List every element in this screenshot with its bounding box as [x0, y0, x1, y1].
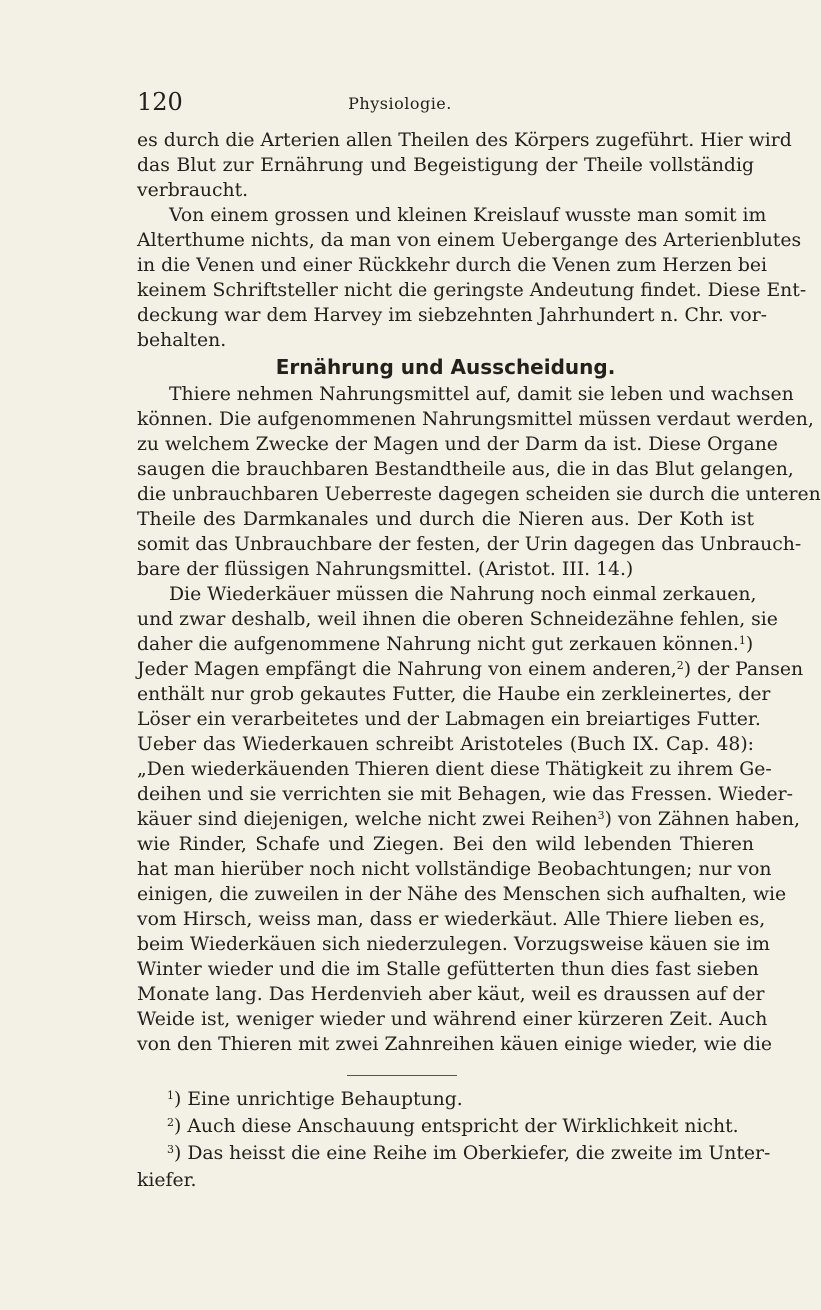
text-fragment: käuer sind diejenigen, welche nicht zwei Reihen — [137, 809, 598, 830]
text-line: Monate lang. Das Herdenvieh aber käut, weil es draussen auf der — [137, 984, 765, 1005]
text-line: in die Venen und einer Rückkehr durch die Venen zum Herzen bei — [137, 255, 768, 276]
text-line: bare der flüssigen Nahrungsmittel. (Aristot. III. 14.) — [137, 559, 634, 580]
text-fragment: Jeder Magen empfängt die Nahrung von einem anderen, — [137, 659, 677, 680]
main-text — [137, 128, 821, 1194]
text-line: Theile des Darmkanales und durch die Nieren aus. Der Koth ist — [137, 509, 754, 530]
text-fragment: der Pansen — [691, 659, 804, 680]
text-line: behalten. — [137, 330, 227, 351]
text-line: Löser ein verarbeitetes und der Labmagen ein breiartiges Futter. — [137, 709, 761, 730]
text-line: Winter wieder und die im Stalle gefütterten thun dies fast sieben — [137, 959, 759, 980]
text-line: es durch die Arterien allen Theilen des Körpers zugeführt. Hier wird — [137, 130, 792, 151]
text-line: Die Wiederkäuer müssen die Nahrung noch einmal zerkauen, — [169, 584, 757, 605]
text-line: und zwar deshalb, weil ihnen die oberen Schneidezähne fehlen, sie — [137, 609, 778, 630]
text-fragment: daher die aufgenommene Nahrung nicht gut zerkauen können. — [137, 634, 739, 655]
footnote: $^3$) Das heisst die eine Reihe im Oberkiefer, die zweite im Unter- — [167, 1143, 771, 1164]
text-line: vom Hirsch, weiss man, dass er wiederkäut. Alle Thiere lieben es, — [137, 909, 766, 930]
footnote-marker: 3 — [167, 1143, 174, 1156]
section-heading: Ernährung und Ausscheidung. — [275, 355, 616, 379]
footnote-continuation: kiefer. — [137, 1170, 197, 1191]
text-line: die unbrauchbaren Ueberreste dagegen scheiden sie durch die unteren — [137, 484, 821, 505]
text-fragment: von Zähnen haben, — [611, 809, 800, 830]
footnote-reference[interactable]: 2 — [676, 659, 684, 672]
text-line: saugen die brauchbaren Bestandtheile aus, die in das Blut gelangen, — [137, 459, 794, 480]
text-line: somit das Unbrauchbare der festen, der Urin dagegen das Unbrauch- — [137, 534, 802, 555]
text-line: Von einem grossen und kleinen Kreislauf wusste man somit im — [169, 205, 767, 226]
footnote-marker: 1 — [167, 1089, 174, 1102]
running-head: Physiologie. — [348, 94, 452, 113]
text-line: Jeder Magen empfängt die Nahrung von einem anderen,$^2$) der Pansen — [137, 659, 804, 680]
text-line: enthält nur grob gekautes Futter, die Haube ein zerkleinertes, der — [137, 684, 771, 705]
page-header — [0, 88, 800, 118]
text-line: „Den wiederkäuenden Thieren dient diese Thätigkeit zu ihrem Ge- — [137, 759, 772, 780]
footnote-text: Eine unrichtige Behauptung. — [187, 1089, 463, 1110]
text-line: keinem Schriftsteller nicht die geringste Andeutung findet. Diese Ent- — [137, 280, 807, 301]
text-line: verbraucht. — [137, 180, 249, 201]
text-line: Ueber das Wiederkauen schreibt Aristoteles (Buch IX. Cap. 48): — [137, 734, 754, 755]
text-line: das Blut zur Ernährung und Begeistigung der Theile vollständig — [137, 155, 754, 176]
text-line: Thiere nehmen Nahrungsmittel auf, damit sie leben und wachsen — [169, 384, 794, 405]
footnote-reference[interactable]: 3 — [597, 809, 605, 822]
text-line: von den Thieren mit zwei Zahnreihen käuen einige wieder, wie die — [137, 1034, 772, 1055]
text-line: hat man hierüber noch nicht vollständige Beobachtungen; nur von — [137, 859, 772, 880]
footnote-marker: 2 — [167, 1116, 174, 1129]
footnote-text: Das heisst die eine Reihe im Oberkiefer, die zweite im Unter- — [187, 1143, 771, 1164]
text-line: einigen, die zuweilen in der Nähe des Menschen sich aufhalten, wie — [137, 884, 787, 905]
text-line: Weide ist, weniger wieder und während einer kürzeren Zeit. Auch — [137, 1009, 768, 1030]
page-number: 120 — [137, 88, 183, 116]
text-line: wie Rinder, Schafe und Ziegen. Bei den wild lebenden Thieren — [137, 834, 754, 855]
text-line: deckung war dem Harvey im siebzehnten Jahrhundert n. Chr. vor- — [137, 305, 768, 326]
footnote: $^1$) Eine unrichtige Behauptung. — [167, 1089, 463, 1110]
text-line: zu welchem Zwecke der Magen und der Darm da ist. Diese Organe — [137, 434, 778, 455]
text-line: käuer sind diejenigen, welche nicht zwei Reihen$^3$) von Zähnen haben, — [137, 809, 800, 830]
text-line: beim Wiederkäuen sich niederzulegen. Vorzugsweise käuen sie im — [137, 934, 770, 955]
footnote-divider — [347, 1075, 457, 1076]
text-line: können. Die aufgenommenen Nahrungsmittel müssen verdaut werden, — [137, 409, 814, 430]
footnote: $^2$) Auch diese Anschauung entspricht der Wirklichkeit nicht. — [167, 1116, 739, 1137]
footnote-reference[interactable]: 1 — [738, 634, 746, 647]
text-line: deihen und sie verrichten sie mit Behagen, wie das Fressen. Wieder- — [137, 784, 793, 805]
footnote-text: Auch diese Anschauung entspricht der Wirklichkeit nicht. — [187, 1116, 739, 1137]
text-line: daher die aufgenommene Nahrung nicht gut zerkauen können.$^1$) — [137, 634, 754, 655]
text-line: Alterthume nichts, da man von einem Uebergange des Arterienblutes — [137, 230, 802, 251]
